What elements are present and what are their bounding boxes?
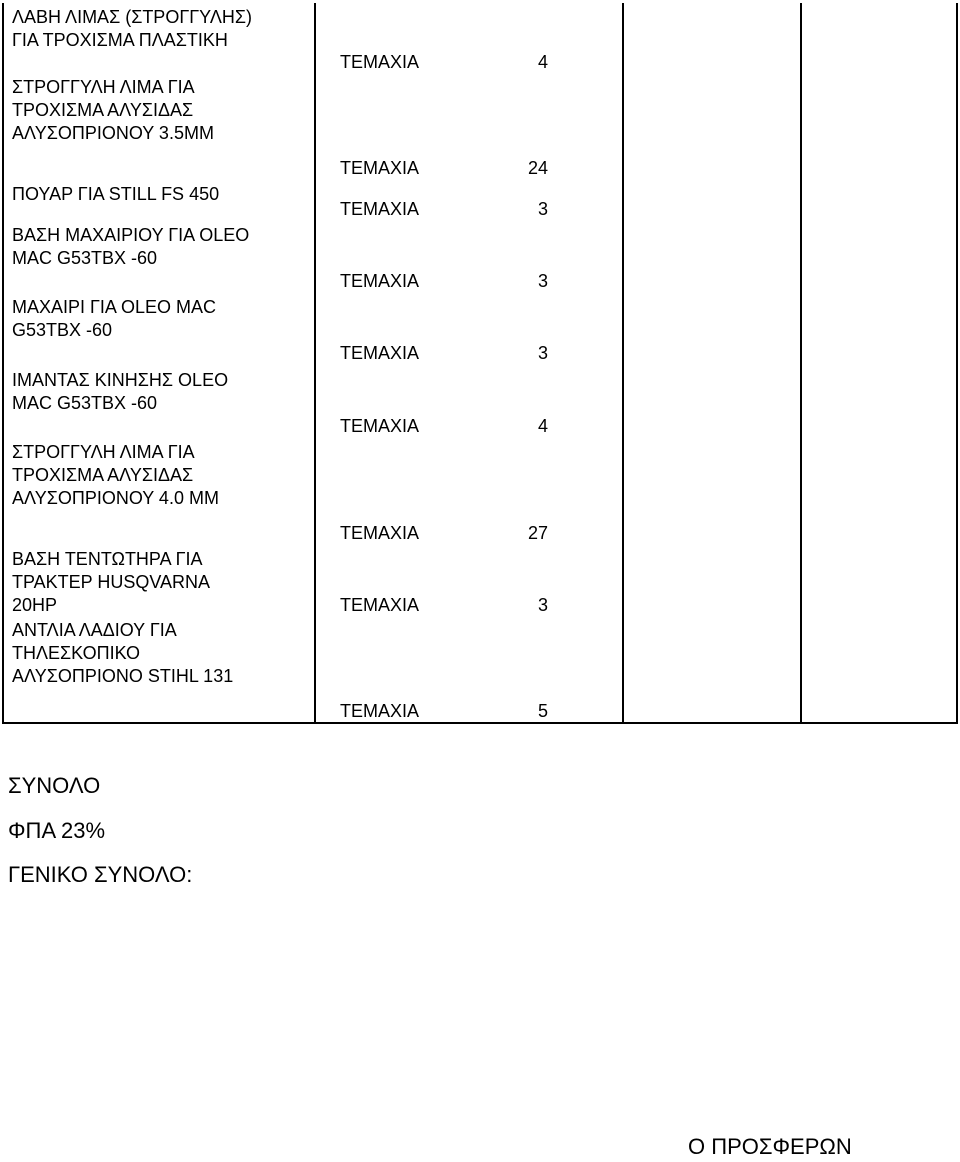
item-description-line: ΠΟΥΑΡ ΓΙΑ STILL FS 450 (12, 184, 220, 204)
item-quantity: 5 (537, 701, 548, 721)
item-description-line: ΛΑΒΗ ΛΙΜΑΣ (ΣΤΡΟΓΓΥΛΗΣ) (12, 7, 252, 27)
grand-total-label: ΓΕΝΙΚΟ ΣΥΝΟΛΟ: (8, 862, 193, 887)
item-unit: ΤΕΜΑΧΙΑ (340, 416, 420, 436)
item-quantity: 4 (537, 52, 548, 72)
table-border-col3 (800, 3, 802, 723)
item-unit: ΤΕΜΑΧΙΑ (340, 343, 420, 363)
table-border-bottom (2, 722, 958, 724)
item-quantity: 3 (537, 343, 548, 363)
item-description-line: ΤΗΛΕΣΚΟΠΙΚΟ (12, 643, 141, 663)
item-unit: ΤΕΜΑΧΙΑ (340, 158, 420, 178)
item-description-line: MAC G53TBX -60 (12, 248, 158, 268)
item-description-line: G53TBX -60 (12, 320, 113, 340)
item-description-line: ΑΛΥΣΟΠΡΙΟΝΟ STIHL 131 (12, 666, 234, 686)
item-description-line: ΤΡΟΧΙΣΜΑ ΑΛΥΣΙΔΑΣ (12, 100, 194, 120)
subtotal-label: ΣΥΝΟΛΟ (8, 773, 101, 798)
item-description-line: ΑΛΥΣΟΠΡΙΟΝΟΥ 3.5ΜΜ (12, 123, 214, 143)
table-border-right (956, 3, 958, 723)
item-unit: ΤΕΜΑΧΙΑ (340, 523, 420, 543)
item-description-line: ΑΝΤΛΙΑ ΛΑΔΙΟΥ ΓΙΑ (12, 620, 177, 640)
item-quantity: 3 (537, 199, 548, 219)
item-description-line: ΑΛΥΣΟΠΡΙΟΝΟΥ 4.0 ΜΜ (12, 488, 219, 508)
table-border-left (2, 3, 4, 723)
item-description-line: ΤΡΑΚΤΕΡ HUSQVARNA (12, 572, 211, 592)
item-unit: ΤΕΜΑΧΙΑ (340, 595, 420, 615)
item-description-line: ΓΙΑ ΤΡΟΧΙΣΜΑ ΠΛΑΣΤΙΚΗ (12, 30, 228, 50)
item-quantity: 27 (527, 523, 548, 543)
item-description-line: ΤΡΟΧΙΣΜΑ ΑΛΥΣΙΔΑΣ (12, 465, 194, 485)
vat-label: ΦΠΑ 23% (8, 818, 106, 843)
table-border-col2 (622, 3, 624, 723)
item-description-line: MAC G53TBX -60 (12, 393, 158, 413)
bidder-signature-label: Ο ΠΡΟΣΦΕΡΩΝ (688, 1134, 852, 1159)
item-description-line: ΜΑΧΑΙΡΙ ΓΙΑ OLEO MAC (12, 297, 216, 317)
item-description-line: ΒΑΣΗ ΤΕΝΤΩΤΗΡΑ ΓΙΑ (12, 549, 203, 569)
item-description-line: ΣΤΡΟΓΓΥΛΗ ΛΙΜΑ ΓΙΑ (12, 442, 195, 462)
table-border-col1 (314, 3, 316, 723)
item-description-line: ΣΤΡΟΓΓΥΛΗ ΛΙΜΑ ΓΙΑ (12, 77, 195, 97)
item-unit: ΤΕΜΑΧΙΑ (340, 199, 420, 219)
item-unit: ΤΕΜΑΧΙΑ (340, 52, 420, 72)
item-quantity: 24 (527, 158, 548, 178)
item-quantity: 3 (537, 595, 548, 615)
item-quantity: 4 (537, 416, 548, 436)
item-description-line: ΒΑΣΗ ΜΑΧΑΙΡΙΟΥ ΓΙΑ OLEO (12, 225, 250, 245)
item-unit: ΤΕΜΑΧΙΑ (340, 701, 420, 721)
item-quantity: 3 (537, 271, 548, 291)
item-description-line: 20HP (12, 595, 58, 615)
item-description-line: ΙΜΑΝΤΑΣ ΚΙΝΗΣΗΣ OLEO (12, 370, 229, 390)
item-unit: ΤΕΜΑΧΙΑ (340, 271, 420, 291)
